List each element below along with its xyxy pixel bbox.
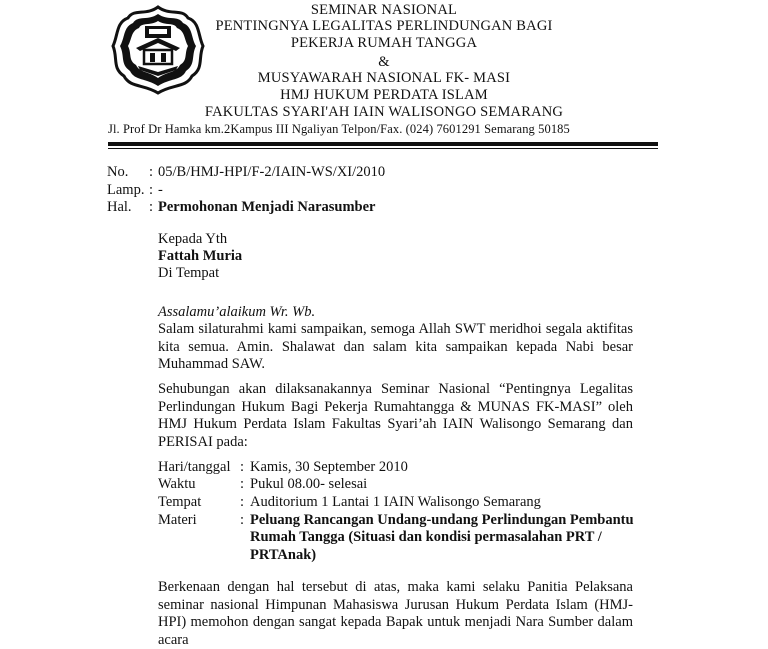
date-label: Hari/tanggal (158, 459, 231, 475)
letterhead-address: Jl. Prof Dr Hamka km.2Kampus III Ngaliyan Telpon/Fax. (024) 7601291 Semarang 50185 (108, 122, 570, 136)
topic-line-3: PRTAnak) (250, 547, 317, 563)
no-label: No. (107, 164, 129, 180)
paragraph-2: Sehubungan akan dilaksanakannya Seminar Nasional “Pentingnya Legalitas Perlindungan Hukum Bagi Pekerja Rumahtangga & MUNAS FK-MASI” oleh HMJ Hukum Perdata Islam Fakultas Syari’ah IAIN Walisongo Semarang dan PERISAI pada: (158, 381, 633, 450)
time-value: Pukul 08.00- selesai (250, 476, 368, 492)
letterhead-line-1: SEMINAR NASIONAL (310, 2, 458, 18)
hal-label: Hal. (107, 199, 132, 215)
time-label: Waktu (158, 476, 196, 492)
letterhead-divider-thin (108, 148, 658, 149)
paragraph-3: Berkenaan dengan hal tersebut di atas, maka kami selaku Panitia Pelaksana seminar nasional Himpunan Mahasiswa Jurusan Hukum Perdata Islam (HMJ-HPI) memohon dengan sangat kepada Bapak untuk menjadi Nara Sumber dalam acara (158, 579, 633, 648)
place-label: Tempat (158, 494, 202, 510)
salutation: Assalamu’alaikum Wr. Wb. (158, 304, 316, 320)
letterhead-line-4: & (378, 54, 390, 70)
date-value: Kamis, 30 September 2010 (250, 459, 408, 475)
lamp-label: Lamp. (107, 182, 145, 198)
letterhead-line-5: MUSYAWARAH NASIONAL FK- MASI (257, 70, 511, 86)
recipient-greeting: Kepada Yth (158, 231, 228, 247)
hal-colon: : (149, 199, 154, 215)
letterhead-line-7: FAKULTAS SYARI'AH IAIN WALISONGO SEMARANG (204, 104, 564, 120)
topic-colon: : (240, 512, 245, 528)
topic-line-2: Rumah Tangga (Situasi dan kondisi permasalahan PRT / (250, 529, 602, 545)
recipient-name: Fattah Muria (158, 248, 243, 264)
letterhead-divider-thick (108, 142, 658, 146)
topic-line-1: Peluang Rancangan Undang-undang Perlindungan Pembantu (250, 512, 634, 528)
paragraph-1: Salam silaturahmi kami sampaikan, semoga Allah SWT meridhoi segala aktifitas kita semua. Amin. Shalawat dan salam kita sampaikan kepada Nabi besar Muhammad SAW. (158, 321, 633, 372)
place-colon: : (240, 494, 245, 510)
hal-value: Permohonan Menjadi Narasumber (158, 199, 376, 215)
no-value: 05/B/HMJ-HPI/F-2/IAIN-WS/XI/2010 (158, 164, 386, 180)
lamp-colon: : (149, 182, 154, 198)
letterhead-line-6: HMJ HUKUM PERDATA ISLAM (280, 87, 488, 103)
letterhead-line-2: PENTINGNYA LEGALITAS PERLINDUNGAN BAGI (215, 18, 553, 34)
letterhead-line-3: PEKERJA RUMAH TANGGA (290, 35, 478, 51)
recipient-place: Di Tempat (158, 265, 220, 281)
lamp-value: - (158, 182, 163, 198)
date-colon: : (240, 459, 245, 475)
no-colon: : (149, 164, 154, 180)
topic-label: Materi (158, 512, 197, 528)
place-value: Auditorium 1 Lantai 1 IAIN Walisongo Semarang (250, 494, 541, 510)
time-colon: : (240, 476, 245, 492)
